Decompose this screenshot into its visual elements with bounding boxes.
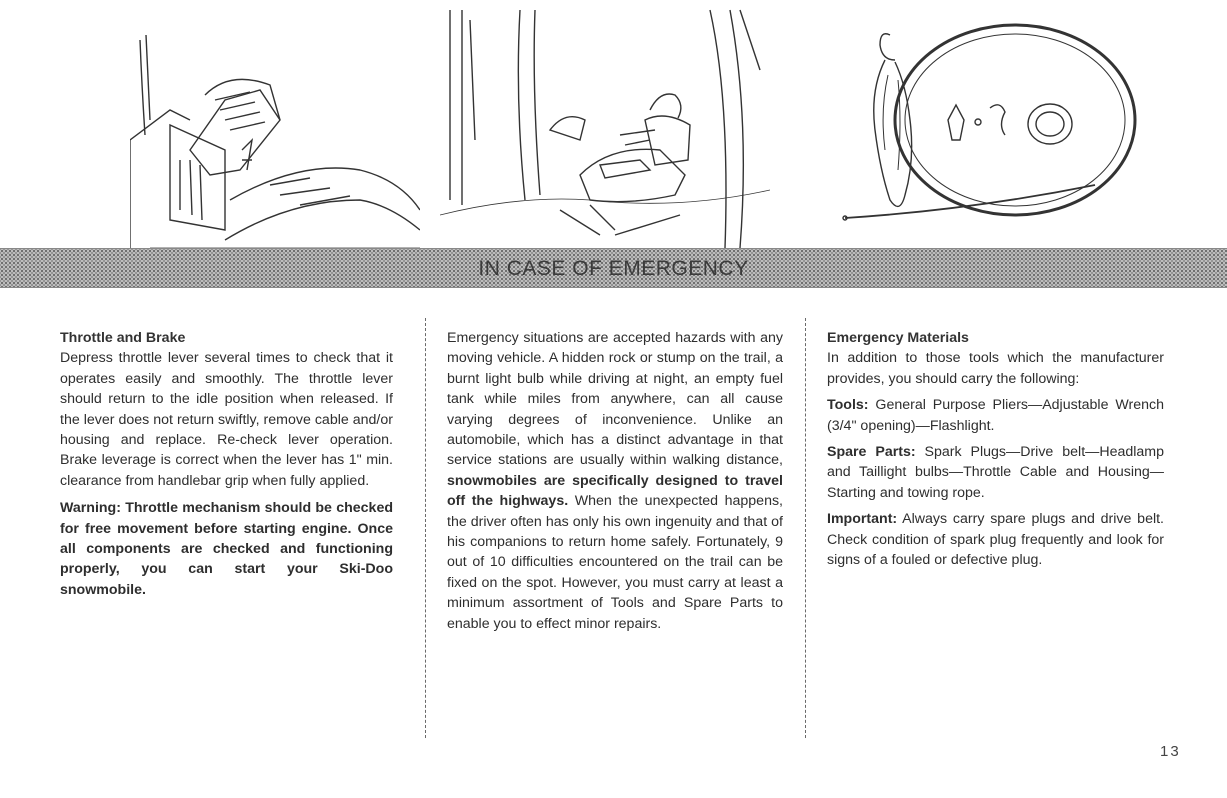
column-divider [805, 318, 806, 738]
important-label: Important: [827, 511, 898, 528]
tools-label: Tools: [827, 397, 869, 414]
emergency-intro-text: Emergency situations are accepted hazards with any moving vehicle. A hidden rock or stump on the trail, a burnt light bulb while driving at night, an empty fuel tank while miles from anywhere, can all cause varying degrees of inconvenience. Unlike an automobile, which has a distinct advantage in that service stations are usually within walking distance, [447, 330, 783, 469]
important-paragraph [827, 509, 1164, 570]
page-number: 13 [1160, 743, 1181, 760]
snowmobile-forest-illustration [440, 0, 770, 248]
column-divider [425, 318, 426, 738]
emergency-materials-heading: Emergency Materials [827, 330, 969, 346]
emergency-materials-column [827, 328, 1164, 570]
emergency-intro-emphasis: snowmobiles are specifically designed to travel off the highways. [447, 472, 783, 510]
spare-parts-text: Spark Plugs—Drive belt—Headlamp and Taillight bulbs—Throttle Cable and Housing—Starting and towing rope. [827, 444, 1164, 501]
throttle-warning: Warning: Throttle mechanism should be checked for free movement before starting engine. Once all components are checked and functioning properly, you can start your Ski-Doo snowmobile. [60, 500, 393, 598]
throttle-brake-column [60, 328, 393, 600]
important-text: Always carry spare plugs and drive belt. Check condition of spark plug frequently and look for signs of a fouled or defective plug. [827, 511, 1164, 569]
throttle-brake-heading: Throttle and Brake [60, 330, 186, 346]
throttle-hand-illustration [130, 0, 420, 248]
spare-parts-paragraph [827, 442, 1164, 503]
throttle-brake-body: Depress throttle lever several times to check that it operates easily and smoothly. The throttle lever should return to the idle position when released. If the lever does not return swiftly, remove cable and/or housing and replace. Re-check lever operation. Brake leverage is correct when the lever has 1" min. clearance from handlebar grip when fully applied. [60, 350, 393, 489]
emergency-intro-text-continued: When the unexpected happens, the driver often has only his own ingenuity and that of his companions to return home safely. Fortunately, 9 out of 10 difficulties encountered on the trail can be fixed on the spot. However, you must carry at least a minimum assortment of Tools and Spare Parts to enable you to effect minor repairs. [447, 493, 784, 632]
emergency-intro-paragraph [447, 328, 783, 634]
emergency-intro-column [447, 328, 783, 634]
emergency-materials-intro: In addition to those tools which the manufacturer provides, you should carry the following: [827, 350, 1164, 387]
section-title: IN CASE OF EMERGENCY [478, 257, 749, 280]
spare-parts-label: Spare Parts: [827, 444, 916, 461]
emergency-parts-illustration [840, 0, 1140, 248]
tools-text: General Purpose Pliers—Adjustable Wrench (3/4" opening)—Flashlight. [827, 397, 1164, 434]
section-banner [0, 248, 1227, 288]
tools-paragraph [827, 395, 1164, 436]
